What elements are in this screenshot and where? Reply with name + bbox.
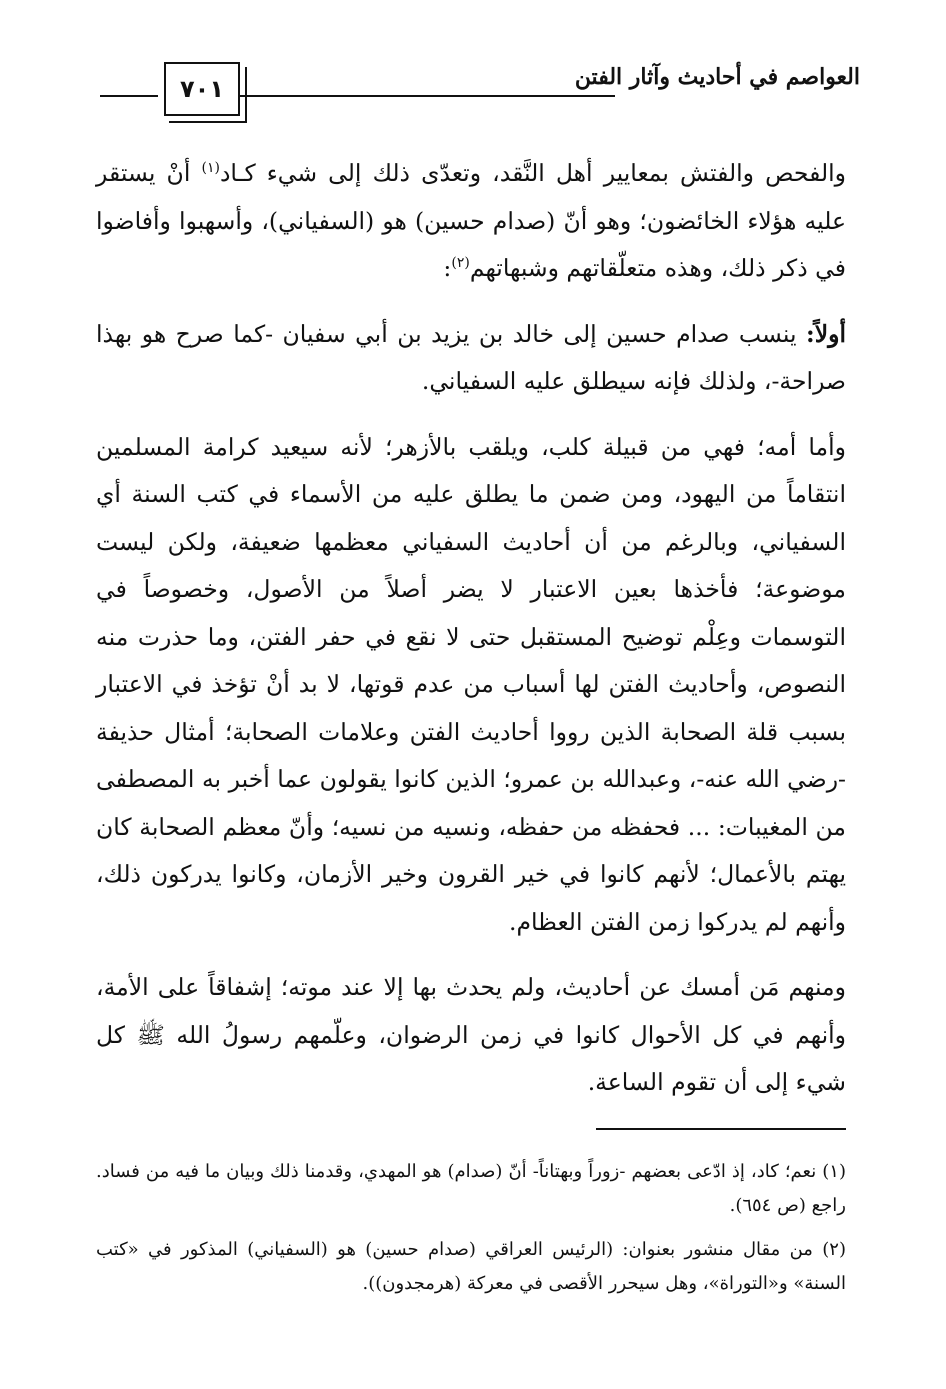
footnote-ref-1: (١)	[201, 160, 220, 177]
paragraph-1-text: والفحص والفتش بمعايير أهل النَّقد، وتعدّى ذلك إلى شيء كـاد	[219, 159, 846, 187]
footnote-2: (٢) من مقال منشور بعنوان: (الرئيس العراقي (صدام حسين) هو (السفياني) المذكور في «كتب السنة» و«التوراة»، وهل سيحرر الأقصى في معركة (هرمجدون)).	[96, 1239, 846, 1294]
header-rule-left	[100, 95, 158, 97]
main-text	[96, 150, 846, 1125]
footnote-1: (١) نعم؛ كاد، إذ ادّعى بعضهم -زوراً وبهتاناً- أنّ (صدام) هو المهدي، وقدمنا ذلك وبيان ما فيه من فساد. راجع (ص ٦٥٤).	[96, 1161, 846, 1216]
paragraph-2-lead: أولاً:	[806, 319, 846, 348]
header-rule-middle	[240, 95, 615, 97]
paragraph-1-text-end: :	[443, 254, 452, 282]
paragraph-2-text: ينسب صدام حسين إلى خالد بن يزيد بن أبي سفيان -كما صرح هو بهذا صراحة-، ولذلك فإنه سيطلق عليه السفياني.	[96, 319, 846, 395]
paragraph-4	[96, 964, 846, 1107]
footnote-ref-2: (٢)	[451, 255, 470, 272]
running-title: العواصم في أحاديث وآثار الفتن	[574, 64, 860, 90]
paragraph-4-text: ومنهم مَن أمسك عن أحاديث، ولم يحدث بها إلا عند موته؛ إشفاقاً على الأمة، وأنهم في كل الأحوال كانوا في زمن الرضوان، وعلّمهم رسولُ الله ﷺ كل شيء إلى أن تقوم الساعة.	[96, 973, 846, 1096]
paragraph-1	[96, 150, 846, 293]
page-header	[100, 58, 860, 118]
footnote-separator	[596, 1128, 846, 1130]
footnotes	[96, 1155, 846, 1311]
paragraph-2	[96, 311, 846, 406]
paragraph-3	[96, 424, 846, 947]
paragraph-1-text-cont: أنْ يستقر عليه هؤلاء الخائضون؛ وهو أنّ (صدام حسين) هو (السفياني)، وأسهبوا وأفاضوا في ذكر ذلك، وهذه متعلّقاتهم وشبهاتهم	[96, 159, 846, 282]
paragraph-3-text: وأما أمه؛ فهي من قبيلة كلب، ويلقب بالأزهر؛ لأنه سيعيد كرامة المسلمين انتقاماً من اليهود، ومن ضمن ما يطلق عليه من الأسماء في كتب السنة أي السفياني، وبالرغم من أن أحاديث السفياني معظمها ضعيفة، ولكن ليست موضوعة؛ فأخذها بعين الاعتبار لا يضر أصلاً من الأصول، وخصوصاً في التوسمات وعِلْم توضيح المستقبل حتى لا نقع في حفر الفتن، وما حذرت منه النصوص، وأحاديث الفتن لها أسباب من عدم قوتها، لا بد أنْ تؤخذ في الاعتبار بسبب قلة الصحابة الذين رووا أحاديث الفتن وعلامات الصحابة؛ أمثال حذيفة -رضي الله عنه-، وعبدالله بن عمرو؛ الذين كانوا يقولون عما أخبر به المصطفى من المغيبات: ... فحفظه من حفظه، ونسيه من نسيه؛ وأنّ معظم الصحابة كان يهتم بالأعمال؛ لأنهم كانوا في خير القرون وخير الأزمان، وكانوا يدركون ذلك، وأنهم لم يدركوا زمن الفتن العظام.	[96, 432, 846, 936]
page-number: ٧٠١	[164, 62, 240, 116]
